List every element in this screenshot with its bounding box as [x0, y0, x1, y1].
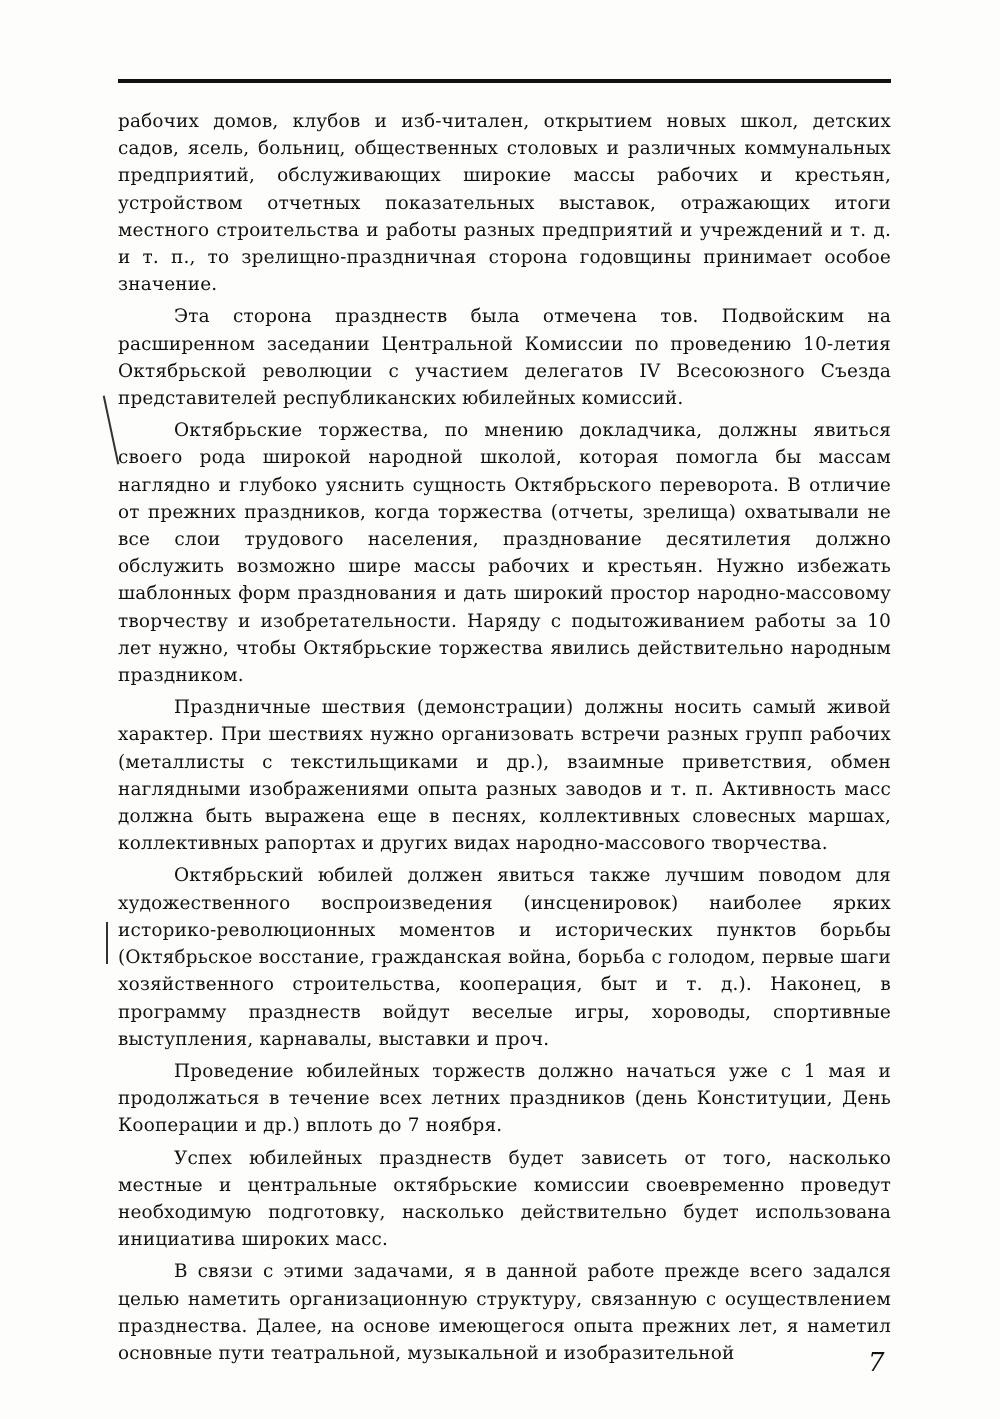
paragraph: рабочих домов, клубов и изб-читален, открытием новых школ, детских садов, ясель, больниц, общественных столовых и различных коммунальных предприятий, обслуживающих широкие массы рабочих и крестьян, устройством отчетных показательных выставок, отражающих итоги местного строительства и работы разных предприятий и учреждений и т. д. и т. п., то зрелищно-праздничная сторона годовщины принимает особое значение. — [118, 111, 891, 296]
paragraph: Октябрьский юбилей должен явиться также лучшим поводом для художественного воспроизведения (инсценировок) наиболее ярких историко-революционных моментов и исторических пунктов борьбы (Октябрьское восстание, гражданская война, борьба с голодом, первые шаги хозяйственного строительства, кооперация, быт и т. д.). Наконец, в программу празднеств войдут веселые игры, хороводы, спортивные выступления, карнавалы, выставки и проч. — [118, 865, 891, 1050]
margin-pencil-mark — [106, 922, 108, 964]
paragraph: В связи с этими задачами, я в данной работе прежде всего задался целью наметить организационную структуру, связанную с осуществлением празднества. Далее, на основе имеющегося опыта прежних лет, я наметил основные пути театральной, музыкальной и изобразительной — [118, 1261, 891, 1364]
page-number: 7 — [868, 1348, 885, 1378]
top-rule — [118, 79, 891, 83]
paragraph: Праздничные шествия (демонстрации) должны носить самый живой характер. При шествиях нужно организовать встречи разных групп рабочих (металлисты с текстильщиками и др.), взаимные приветствия, обмен наглядными изображениями опыта разных заводов и т. п. Активность масс должна быть выражена еще в песнях, коллективных словесных маршах, коллективных рапортах и других видах народно-массового творчества. — [118, 697, 891, 855]
paragraph: Октябрьские торжества, по мнению докладчика, должны явиться своего рода широкой народной школой, которая помогла бы массам наглядно и глубоко уяснить сущность Октябрьского переворота. В отличие от прежних праздников, когда торжества (отчеты, зрелища) охватывали не все слои трудового населения, празднование десятилетия должно обслужить возможно шире массы рабочих и крестьян. Нужно избежать шаблонных форм празднования и дать широкий простор народно-массовому творчеству и изобретательности. Наряду с подытоживанием работы за 10 лет нужно, чтобы Октябрьские торжества явились действительно народным праздником. — [118, 420, 891, 687]
paragraph: Успех юбилейных празднеств будет зависеть от того, насколько местные и центральные октябрьские комиссии своевременно проведут необходимую подготовку, насколько действительно будет использована инициатива широких масс. — [118, 1147, 891, 1251]
paragraph: Эта сторона празднеств была отмечена тов. Подвойским на расширенном заседании Центральной Комиссии по проведению 10-летия Октябрьской революции с участием делегатов IV Всесоюзного Съезда представителей республиканских юбилейных комиссий. — [118, 306, 891, 410]
paragraph: Проведение юбилейных торжеств должно начаться уже с 1 мая и продолжаться в течение всех летних праздников (день Конституции, День Кооперации и др.) вплоть до 7 ноября. — [118, 1060, 891, 1137]
body-text — [118, 108, 891, 1372]
margin-pencil-mark — [103, 396, 120, 465]
